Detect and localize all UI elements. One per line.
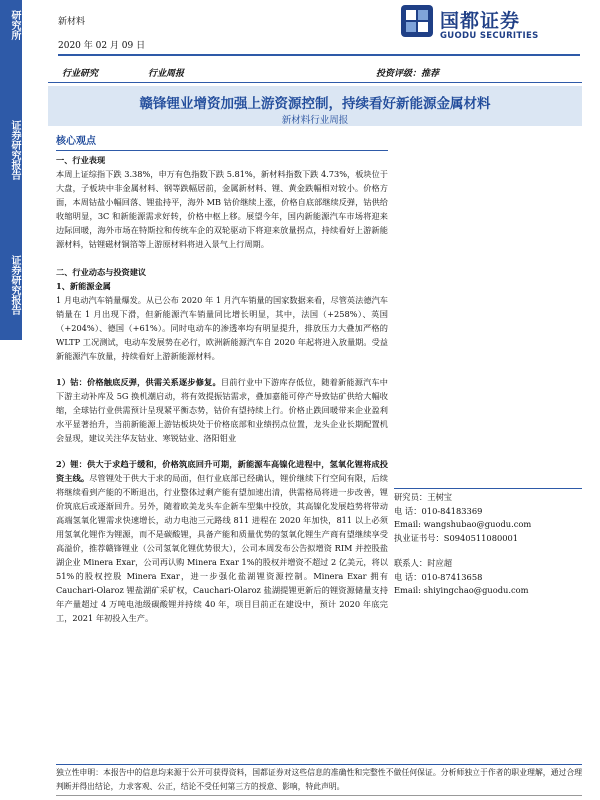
logo-mark-icon	[400, 4, 434, 38]
cobalt-text: 目前行业中下游库存低位，随着新能源汽车中下游主动补库及 5G 换机潮启动，将有效提振钴需求，叠加嘉能可停产导致钴矿供给大幅收缩，全球钴行业供需预计呈现紧平衡态势，钴价有望持续上行。价格止跌回暖带来企业盈利水平显著抬升，当前新能源上游钴板块处于价格底部和业绩拐点位置，龙头企业长期配置机会显现，建议关注华友钴业、寒锐钴业、洛阳钼业	[56, 377, 388, 443]
tag-row	[48, 64, 582, 82]
lithium-text: 尽管锂处于供大于求的局面，但行业底部已经确认，锂价继续下行空间有限，后续将继续看到产能的不断退出，行业整体过剩产能有望加速出清，供需格局将进一步改善，锂价筑底后或逐渐回升。另外，随着欧美龙头车企新车型集中投放，其高镍化发展趋势将带动高端氢氧化锂需求快速增长，动力电池三元路线 811 进程在 2020 年加快，811 以上必须用氢氧化锂作为锂源，而不是碳酸锂，具备产能和质量优势的氢氧化锂生产商有望继续享受高溢价，推荐赣锋锂业（公司氢氧化锂优势很大），公司本周发布公告拟增资 RIM 并控股盐湖企业 Minera Exar，公司再认购 Minera Exar 1%的股权并增资不超过 2 亿美元，将以 51%的股权控股 Minera Exar，进一步强化盐湖锂资源控制。Minera Exar 拥有 Cauchari-Olaroz 锂盐湖矿采矿权，Cauchari-Olaroz 盐湖提锂更新后的锂资源储量支持年产量超过 4 万吨电池级碳酸锂并持续 40 年，项目目前正在建设中，预计 2020 年底完工，2021 年初投入生产。	[56, 473, 388, 623]
side-label-report: 证券研究报告	[9, 120, 20, 180]
tag-report-type: 行业研究	[62, 69, 99, 79]
researcher-email: Email: wangshubao@guodu.com	[394, 519, 532, 529]
header-industry: 新材料	[58, 17, 86, 27]
side-label-institute: 研究所	[9, 10, 20, 40]
logo-text-cn: 国都证券	[440, 10, 521, 32]
side-bar	[0, 0, 22, 340]
title-box	[48, 86, 582, 126]
report-title: 赣锋锂业增资加强上游资源控制，持续看好新能源金属材料	[139, 96, 491, 112]
tag-divider	[48, 82, 582, 83]
lithium-paragraph	[56, 457, 388, 625]
section-1-title: 一、行业表现	[56, 155, 106, 165]
cobalt-lead: 1）钴：价格触底反弹，供需关系逐步修复。	[56, 377, 221, 387]
researcher-name: 研究员：王树宝	[394, 492, 453, 502]
researcher-phone: 电 话：010-84183369	[394, 505, 483, 516]
header-date: 2020 年 02 月 09 日	[58, 41, 146, 51]
analyst-box-rule	[394, 488, 582, 489]
contact-name: 联系人：时应超	[394, 558, 453, 568]
header-rule	[58, 54, 580, 56]
company-logo	[400, 4, 580, 44]
contact-phone: 电 话：010-87413658	[394, 571, 483, 582]
side-label-report-2: 证券研究报告	[9, 255, 20, 315]
lithium-lead: 2）锂：供大于求趋于缓和，价格筑底回升可期，新能源车高镍化进程中，氢氧化锂将成投资主线。	[56, 459, 388, 483]
core-view-heading: 核心观点	[56, 136, 96, 147]
contact-email: Email: shiyingchao@guodu.com	[394, 585, 529, 595]
researcher-cert: 执业证书号：S0940511080001	[394, 532, 519, 543]
report-subtitle: 新材料行业周报	[281, 115, 349, 126]
footer-rule	[56, 795, 582, 796]
section-2-title: 二、行业动态与投资建议	[56, 267, 147, 277]
disclaimer: 独立性申明：本报告中的信息均来源于公开可获得资料，国都证券对这些信息的准确性和完整性不做任何保证。分析师独立于作者的职业理解，通过合理判断并得出结论，力求客观、公正，结论不受任何第三方的授意、影响，特此声明。	[56, 764, 582, 794]
section-1-paragraph: 本周上证综指下跌 3.38%，申万有色指数下跌 5.81%，新材料指数下跌 4.73%，板块位于大盘，子板块中非金属材料、钢等跌幅居前，金属新材料、锂、黄金跌幅相对较小。价格方面，本周钴盐小幅回落、锂盐持平，海外 MB 钴价继续上涨，价格自底部继续反弹，钴供给收缩明显，3C 和新能源需求好转，价格中枢上移。展望今年，国内新能源汽车市场将迎来边际回暖，海外市场在特斯拉和传统车企的双轮驱动下将迎来放量拐点，持续看好上游新能源材料，钴锂磁材铜箔等上游原材料将进入景气上行周期。	[56, 169, 388, 249]
analyst-box	[394, 486, 582, 598]
main-content	[56, 135, 388, 625]
tag-rating: 投资评级：推荐	[376, 69, 440, 79]
core-view-rule	[56, 150, 388, 151]
logo-text-en: GUODU SECURITIES	[440, 31, 539, 41]
section-2-subtitle: 1、新能源金属	[56, 281, 111, 291]
section-2-paragraph: 1 月电动汽车销量爆发。从已公布 2020 年 1 月汽车销量的国家数据来看，尽管英法德汽车销量在 1 月出现下滑，但新能源汽车销量同比增长明显，其中，法国（+258%）、英国（+204%）、德国（+61%）。同时电动车的渗透率均有明显提升，排放压力大叠加严格的 WLTP 工况测试，电动车发展势在必行，欧洲新能源汽车自 2020 年起将进入放量期。受益新能源汽车放量，持续看好上游新能源材料。	[56, 295, 388, 361]
tag-report-subtype: 行业周报	[148, 69, 185, 79]
cobalt-paragraph	[56, 375, 388, 445]
